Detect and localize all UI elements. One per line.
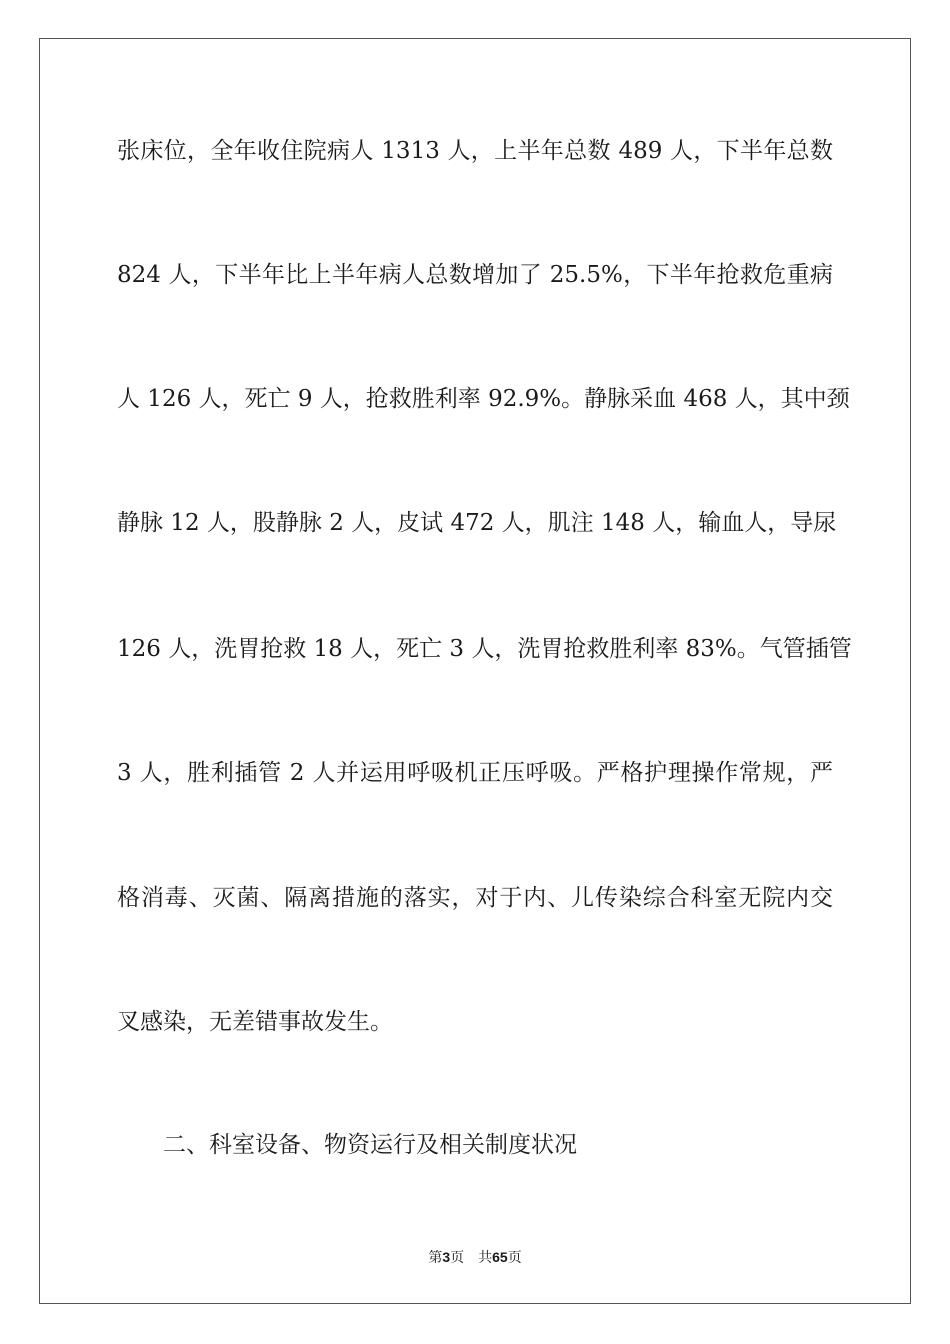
body-text-line-4: 静脉 12 人，股静脉 2 人，皮试 472 人，肌注 148 人，输血人，导尿 — [117, 510, 837, 536]
page-footer — [0, 1248, 950, 1267]
body-text-line-7: 格消毒、灭菌、隔离措施的落实，对于内、儿传染综合科室无院内交 — [117, 885, 833, 911]
body-text-line-5: 126 人，洗胃抢救 18 人，死亡 3 人，洗胃抢救胜利率 83%。气管插管 — [117, 636, 852, 662]
total-suffix: 页 — [507, 1250, 522, 1266]
total-prefix: 共 — [478, 1250, 493, 1266]
body-text-line-2: 824 人，下半年比上半年病人总数增加了 25.5%，下半年抢救危重病 — [117, 262, 833, 288]
page-number: 3 — [442, 1249, 451, 1265]
total-pages: 65 — [492, 1249, 508, 1265]
body-text-line-1: 张床位，全年收住院病人 1313 人，上半年总数 489 人，下半年总数 — [117, 138, 833, 164]
page-border — [39, 38, 911, 1304]
page-suffix: 页 — [450, 1250, 465, 1266]
body-text-line-3: 人 126 人，死亡 9 人，抢救胜利率 92.9%。静脉采血 468 人，其中颈 — [117, 386, 850, 412]
page-prefix: 第 — [428, 1250, 443, 1266]
body-text-line-8: 叉感染，无差错事故发生。 — [117, 1009, 393, 1035]
section-heading: 二、科室设备、物资运行及相关制度状况 — [163, 1132, 577, 1158]
body-text-line-6: 3 人，胜利插管 2 人并运用呼吸机正压呼吸。严格护理操作常规，严 — [117, 760, 833, 786]
